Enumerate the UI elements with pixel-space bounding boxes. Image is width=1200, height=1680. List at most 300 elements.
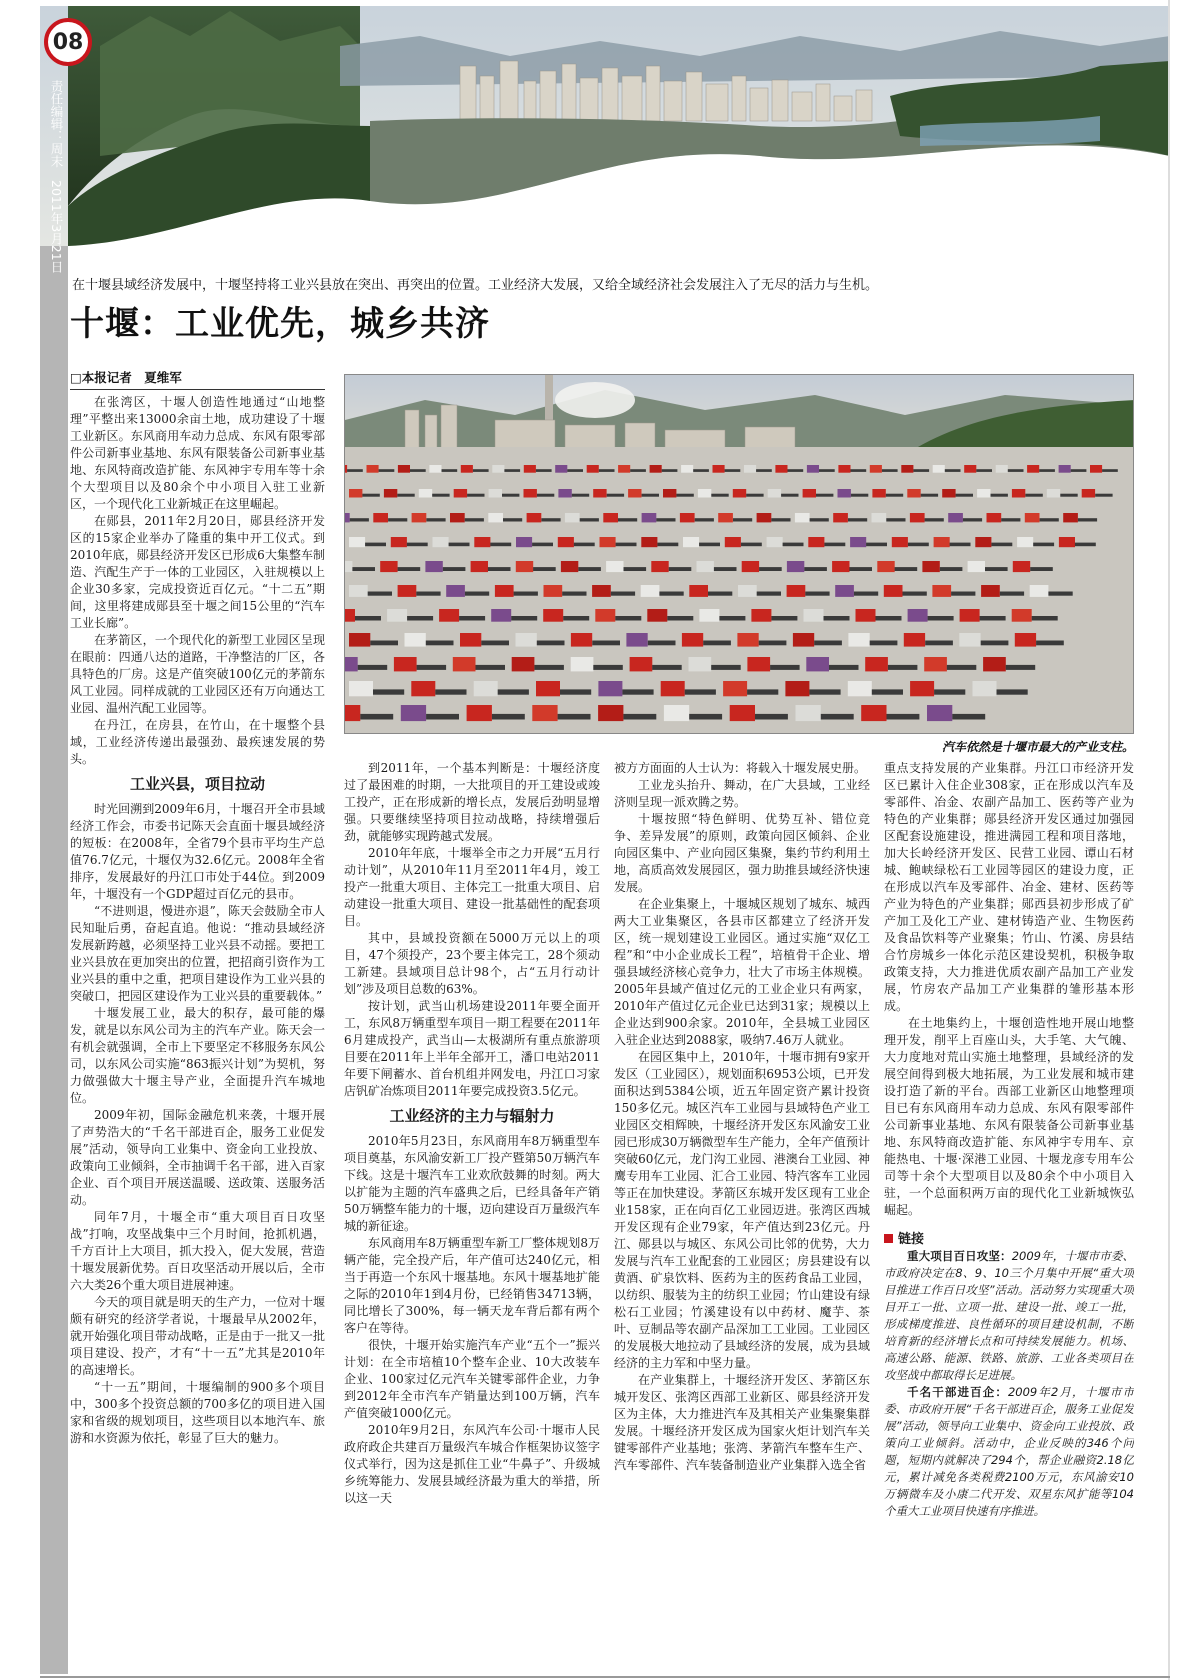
truck-cab xyxy=(641,585,660,597)
truck-cab xyxy=(1047,489,1060,498)
truck-chassis xyxy=(921,494,938,497)
truck-cab xyxy=(1012,489,1025,498)
truck-chassis xyxy=(659,592,683,596)
truck-chassis xyxy=(397,494,414,497)
paragraph: 十堰发展工业，最大的积存，最可能的爆发，就是以东风公司为主的汽车产业。陈天会一有机会就强调，全市上下要坚定不移服务东风公司，以东风公司实施“863振兴计划”为契机，努力做强做大十堰主导产业，全面提升汽车城地位。 xyxy=(70,1006,325,1105)
truck-cab xyxy=(349,633,370,647)
truck-cab xyxy=(345,705,360,721)
truck-cab xyxy=(751,609,771,622)
paragraph: 工业龙头抬升、舞动，在广大县域，工业经济则呈现一派欢腾之势。 xyxy=(614,778,870,809)
truck-chassis xyxy=(759,567,782,571)
link-item-cadres-enterprises xyxy=(884,1384,1134,1520)
truck-cab xyxy=(491,609,511,622)
truck-chassis xyxy=(615,616,641,621)
truck-chassis xyxy=(537,641,565,646)
truck-chassis xyxy=(1040,518,1059,521)
truck-cab xyxy=(768,489,781,498)
truck-cab xyxy=(757,513,772,522)
truck-chassis xyxy=(991,494,1008,497)
truck-chassis xyxy=(473,469,489,472)
truck-chassis xyxy=(426,518,445,521)
truck-chassis xyxy=(1075,543,1096,547)
truck-chassis xyxy=(560,689,591,694)
truck-chassis xyxy=(951,592,975,596)
truck-chassis xyxy=(985,567,1008,571)
truck-cab xyxy=(922,561,939,572)
truck-cab xyxy=(453,657,476,671)
truck-chassis xyxy=(956,494,973,497)
paragraph: 在丹江，在房县，在竹山，在十堰整个县域，工业经济传递出最强劲、最疾速发展的势头。 xyxy=(70,718,325,766)
truck-chassis xyxy=(703,641,731,646)
truck-cab xyxy=(877,561,894,572)
truck-cab xyxy=(524,489,537,498)
truck-cab xyxy=(467,705,492,721)
page-edge-right xyxy=(1168,0,1170,1680)
truck-cab xyxy=(908,609,928,622)
issue-date: 2011年3月21日 xyxy=(49,180,64,274)
truck-chassis xyxy=(887,714,920,720)
truck-cab xyxy=(516,537,532,547)
truck-chassis xyxy=(536,469,552,472)
lede-text: 在十堰县域经济发展中，十堰坚持将工业兴县放在突出、再突出的位置。工业经济大发展，又给全域经济社会发展注入了无尽的活力与生机。 xyxy=(72,278,879,293)
truck-cab xyxy=(419,489,432,498)
truck-chassis xyxy=(849,567,872,571)
truck-cab xyxy=(793,633,814,647)
truck-chassis xyxy=(492,714,525,720)
truck-chassis xyxy=(1008,469,1024,472)
truck-cab xyxy=(349,681,373,696)
truck-chassis xyxy=(648,641,676,646)
paragraph: 在郧县，2011年2月20日，郧县经济开发区的15家企业举办了隆重的集中开工仪式。到2010年底，郧县经济开发区已形成6大集整车制造、汽配生产于一体的工业园区，入驻规模以上企业30多家，完成投资近百亿元。“十二五”期间，这里将建成郧县至十堰之间15公里的“汽车工业长廊”。 xyxy=(70,514,325,630)
truck-chassis xyxy=(490,543,511,547)
truck-chassis xyxy=(866,543,887,547)
truck-chassis xyxy=(607,494,624,497)
truck-chassis xyxy=(976,469,992,472)
truck-chassis xyxy=(805,592,829,596)
truck-cab xyxy=(1090,465,1102,473)
truck-chassis xyxy=(980,616,1006,621)
truck-cab xyxy=(838,489,851,498)
truck-cab xyxy=(398,465,410,473)
truck-cab xyxy=(555,465,567,473)
reporter-byline: □本报记者 夏维军 xyxy=(70,368,325,390)
truck-cab xyxy=(349,489,362,498)
truck-chassis xyxy=(711,665,741,670)
truck-cab xyxy=(405,633,426,647)
truck-cab xyxy=(698,489,711,498)
truck-chassis xyxy=(417,665,447,670)
truck-chassis xyxy=(851,494,868,497)
truck-chassis xyxy=(708,592,732,596)
truck-chassis xyxy=(593,665,623,670)
truck-chassis xyxy=(532,543,553,547)
truck-cab xyxy=(730,705,755,721)
truck-cab xyxy=(848,681,872,696)
truck-chassis xyxy=(997,689,1028,694)
truck-chassis xyxy=(358,665,388,670)
truck-cab xyxy=(641,537,657,547)
truck-cab xyxy=(785,681,809,696)
truck-chassis xyxy=(511,616,537,621)
truck-cab xyxy=(681,465,693,473)
truck-cab xyxy=(865,657,888,671)
truck-chassis xyxy=(908,543,929,547)
truck-chassis xyxy=(950,543,971,547)
truck-chassis xyxy=(770,665,800,670)
truck-chassis xyxy=(981,641,1009,646)
truck-cab xyxy=(838,465,850,473)
truck-cab xyxy=(516,561,533,572)
truck-chassis xyxy=(952,714,985,720)
truck-cab xyxy=(932,585,951,597)
truck-cab xyxy=(996,465,1008,473)
truck-chassis xyxy=(599,469,615,472)
truck-cab xyxy=(933,465,945,473)
truck-cab xyxy=(835,585,854,597)
truck-chassis xyxy=(783,543,804,547)
truck-chassis xyxy=(574,543,595,547)
link-item-project-campaign xyxy=(884,1248,1134,1384)
truck-chassis xyxy=(435,689,466,694)
truck-cab xyxy=(495,585,514,597)
truck-cab xyxy=(948,513,963,522)
article-headline: 十堰：工业优先，城乡共济 xyxy=(70,304,490,344)
article-column-3 xyxy=(614,760,870,1664)
section-heading: 工业兴县，项目拉动 xyxy=(129,775,265,793)
truck-chassis xyxy=(781,494,798,497)
article-column-1 xyxy=(70,394,325,1664)
truck-cab xyxy=(394,657,417,671)
truck-cab xyxy=(960,609,980,622)
truck-chassis xyxy=(1006,665,1035,670)
truck-cab xyxy=(767,537,783,547)
truck-cab xyxy=(527,513,542,522)
truck-cab xyxy=(737,633,758,647)
truck-chassis xyxy=(759,641,787,646)
editor-date-line xyxy=(48,80,64,273)
paragraph: 东风商用车8万辆重型车新工厂整体规划8万辆产能，完全投产后，年产值可达240亿元，相当于再造一个东风十堰基地。东风十堰基地扩能之际的2010年1到4月份，已经销售34713辆，同比增长了300%，每一辆天龙车背后都有两个客户在等待。 xyxy=(344,1236,600,1335)
truck-chassis xyxy=(350,518,369,521)
truck-chassis xyxy=(733,518,752,521)
truck-cab xyxy=(775,465,787,473)
truck-cab xyxy=(1059,537,1075,547)
truck-cab xyxy=(345,657,358,671)
truck-cab xyxy=(642,513,657,522)
truck-cab xyxy=(628,489,641,498)
truck-chassis xyxy=(913,469,929,472)
truck-cab xyxy=(833,513,848,522)
truck-chassis xyxy=(426,714,459,720)
link-sidebar-title: 链接 xyxy=(884,1231,1134,1248)
truck-cab xyxy=(682,633,703,647)
truck-cab xyxy=(725,537,741,547)
truck-chassis xyxy=(1048,592,1072,596)
truck-chassis xyxy=(676,494,693,497)
truck-chassis xyxy=(940,567,963,571)
truck-cab xyxy=(934,537,950,547)
truck-cab xyxy=(630,657,653,671)
truck-cab xyxy=(872,513,887,522)
truck-cab xyxy=(1025,513,1040,522)
truck-cab xyxy=(536,681,560,696)
truck-cab xyxy=(803,489,816,498)
truck-cab xyxy=(492,465,504,473)
truck-cab xyxy=(543,609,563,622)
truck-cab xyxy=(650,465,662,473)
truck-cab xyxy=(968,561,985,572)
paragraph: 到2011年，一个基本判断是：十堰经济度过了最困难的时期，一大批项目的开工建设或竣工投产，正在形成新的增长点，发展后劲明显增强。只要继续坚持项目拉动战略，持续增强后劲，就能够实现跨越式发展。 xyxy=(344,761,600,843)
truck-cab xyxy=(1012,609,1032,622)
truck-chassis xyxy=(1001,518,1020,521)
truck-chassis xyxy=(925,641,953,646)
truck-cab xyxy=(744,465,756,473)
truck-cab xyxy=(593,489,606,498)
truck-cab xyxy=(787,561,804,572)
truck-chassis xyxy=(1033,543,1054,547)
truck-chassis xyxy=(814,641,842,646)
truck-cab xyxy=(598,681,622,696)
truck-chassis xyxy=(667,616,693,621)
truck-chassis xyxy=(578,567,601,571)
truck-cab xyxy=(532,705,557,721)
truck-chassis xyxy=(498,689,529,694)
truck-chassis xyxy=(1032,616,1058,621)
truck-chassis xyxy=(360,714,393,720)
truck-cab xyxy=(683,537,699,547)
truck-cab xyxy=(977,489,990,498)
truck-chassis xyxy=(443,567,466,571)
truck-chassis xyxy=(689,714,722,720)
truck-cab xyxy=(454,489,467,498)
truck-cab xyxy=(412,513,427,522)
truck-chassis xyxy=(656,518,675,521)
truck-cab xyxy=(942,489,955,498)
truck-cab xyxy=(910,681,934,696)
truck-chassis xyxy=(816,494,833,497)
paragraph: 在产业集群上，十堰经济开发区、茅箭区东城开发区、张湾区西部工业新区、郧县经济开发区为主体，大力推进汽车及其相关产业集聚集群发展。十堰经济开发区成为国家火炬计划汽车关键零部件产业基地；张湾、茅箭汽车整车生产、汽车零部件、汽车装备制造业产业集群入选全省 xyxy=(614,1373,870,1472)
truck-chassis xyxy=(809,689,840,694)
truck-chassis xyxy=(711,494,728,497)
truck-cab xyxy=(571,633,592,647)
truck-chassis xyxy=(502,494,519,497)
truck-chassis xyxy=(747,689,778,694)
truck-cab xyxy=(571,657,594,671)
page-number-badge: 08 xyxy=(44,18,92,66)
truck-cab xyxy=(1015,633,1036,647)
truck-cab xyxy=(733,489,746,498)
truck-chassis xyxy=(882,469,898,472)
paragraph: 很快，十堰开始实施汽车产业“五个一”振兴计划：在全市培植10个整车企业、10大改装车企业、100家过亿元汽车关键零部件企业，力争到2012年全市汽车产销量达到100万辆，汽车产值突破1000亿元。 xyxy=(344,1338,600,1420)
paragraph: 2010年9月2日，东风汽车公司·十堰市人民政府政企共建百万量级汽车城合作框架协议签字仪式举行，因为这是抓住工业“牛鼻子”、升级城乡统筹能力、发展县域经济最为重大的举措，所以这一天 xyxy=(344,1423,600,1505)
article-column-2 xyxy=(344,760,600,1664)
truck-chassis xyxy=(365,543,386,547)
truck-cab xyxy=(446,585,465,597)
truck-chassis xyxy=(355,616,381,621)
truck-cab xyxy=(401,705,426,721)
truck-cab xyxy=(488,513,503,522)
truck-cab xyxy=(796,705,821,721)
truck-chassis xyxy=(567,469,583,472)
truck-chassis xyxy=(886,518,905,521)
truck-cab xyxy=(516,633,537,647)
paragraph: 在茅箭区，一个现代化的新型工业园区呈现在眼前：四通八达的道路，干净整洁的厂区，各具特色的厂房。这是产值突破100亿元的茅箭东风工业园。同样成就的工业园区还有万向通达工业园、温州汽配工业园等。 xyxy=(70,633,325,715)
truck-cab xyxy=(558,489,571,498)
truck-chassis xyxy=(788,469,804,472)
truck-cab xyxy=(345,465,347,473)
truck-cab xyxy=(1013,561,1030,572)
paragraph: 其中，县域投资额在5000万元以上的项目，47个须投产，23个要主体完工，28个须动工新建。县域项目总计98个，占“五月行动计划”涉及项目总数的63%。 xyxy=(344,931,600,996)
truck-cab xyxy=(904,633,925,647)
truck-chassis xyxy=(756,469,772,472)
truck-cab xyxy=(983,657,1006,671)
truck-chassis xyxy=(1071,469,1087,472)
truck-chassis xyxy=(947,665,977,670)
paragraph: “不进则退，慢进亦退”，陈天会鼓励全市人民知耻后勇，奋起直追。他说：“推动县域经济发展新跨越，必须坚持工业兴县不动摇。要把工业兴县放在更加突出的位置，把招商引资作为工业兴县的重中之重，把项目建设作为工业兴县的突破口，把园区建设作为工业兴县的重要载体。” xyxy=(70,904,325,1003)
truck-cab xyxy=(808,537,824,547)
truck-cab xyxy=(1082,489,1095,498)
truck-cab xyxy=(981,585,1000,597)
truck-cab xyxy=(924,657,947,671)
truck-chassis xyxy=(426,641,454,646)
truck-chassis xyxy=(432,494,449,497)
truck-chassis xyxy=(398,567,421,571)
truck-cab xyxy=(460,633,481,647)
truck-chassis xyxy=(895,567,918,571)
truck-chassis xyxy=(1030,567,1053,571)
truck-cab xyxy=(1059,465,1071,473)
truck-cab xyxy=(807,465,819,473)
truck-chassis xyxy=(347,469,363,472)
link-item-title: 千名干部进百企： xyxy=(907,1385,1008,1399)
city-panorama-banner xyxy=(40,6,1170,246)
truck-cab xyxy=(471,561,488,572)
paragraph: 在园区集中上，2010年，十堰市拥有9家开发区（工业园区），规划面积6953公顷，已开发面积达到5384公顷，近五年固定资产累计投资150多亿元。城区汽车工业园与县域特色产业工业园区交相辉映，十堰经济开发区东风渝安工业园已形成30万辆微型车生产能力，全年产值预计突破60亿元，龙门沟工业园、港澳台工业园、神鹰专用车工业园、汇合工业园、特汽客车工业园等正在加快建设。茅箭区东城开发区现有工业企业158家，正在向百亿工业园迈进。张湾区西城开发区现有企业79家，年产值达到23亿元。丹江、郧县以与城区、东风公司比邻的优势，大力发展与汽车工业配套的工业园区；房县建设有以黄酒、矿泉饮料、医药为主的医药食品工业园，以纺织、服装为主的纺织工业园；竹山建设有绿松石工业园；竹溪建设有以中药材、魔芋、茶叶、豆制品等农副产品深加工工业园。工业园区的发展极大地拉动了县域经济的发展，成为县域经济的主力军和中坚力量。 xyxy=(614,1050,870,1370)
truck-chassis xyxy=(1025,494,1042,497)
truck-chassis xyxy=(685,689,716,694)
truck-cab xyxy=(598,705,623,721)
truck-chassis xyxy=(872,689,903,694)
paragraph: 在土地集约上，十堰创造性地开展山地整理开发，削平上百座山头，大手笔、大气魄、大力度地对荒山实施土地整理，县域经济的发展空间得到极大地拓展，为工业发展和城市建设打造了新的平台。西部工业新区山地整理项目已有东风商用车动力总成、东风有限零部件公司新事业基地、东风有限装备公司新事业基地、东风特商改造扩能、东风神宇专用车、京能热电、十堰·深港工业园、十堰龙彦专用车公司等十余个大型项目以及80余个中小项目入驻，一个总面积两万亩的现代化工业新城恢弘崛起。 xyxy=(884,1016,1134,1217)
truck-cab xyxy=(349,585,368,597)
truck-chassis xyxy=(465,518,484,521)
truck-chassis xyxy=(407,616,433,621)
truck-cab xyxy=(461,465,473,473)
truck-chassis xyxy=(824,616,850,621)
truck-chassis xyxy=(368,592,392,596)
truck-chassis xyxy=(503,518,522,521)
truck-cab xyxy=(524,465,536,473)
truck-chassis xyxy=(616,543,637,547)
truck-chassis xyxy=(757,592,781,596)
truck-cab xyxy=(1063,513,1078,522)
truck-cab xyxy=(489,489,502,498)
truck-chassis xyxy=(963,518,982,521)
truck-chassis xyxy=(442,469,458,472)
truck-chassis xyxy=(459,616,485,621)
truck-cab xyxy=(664,705,689,721)
truck-chassis xyxy=(1078,518,1097,521)
truck-cab xyxy=(1027,465,1039,473)
truck-chassis xyxy=(1036,641,1064,646)
truck-cab xyxy=(804,609,824,622)
truck-chassis xyxy=(662,469,678,472)
truck-cab xyxy=(450,513,465,522)
truck-chassis xyxy=(537,494,554,497)
link-item-body: 2009年2月，十堰市市委、市政府开展“千名干部进百企，服务工业促发展”活动，领导向工业集中、资金向工业投放、政策向工业倾斜。活动中，企业反映的346个问题，短期内就解决了294个，帮企业融资2.18亿元，累计减免各类税费2100万元，东风渝安10万辆微车及小康二代开发、双星东风扩能等104个重大工业项目快速有序推进。 xyxy=(884,1385,1134,1518)
truck-chassis xyxy=(719,616,745,621)
truck-cab xyxy=(787,585,806,597)
truck-cab xyxy=(680,513,695,522)
truck-chassis xyxy=(373,689,404,694)
truck-cab xyxy=(742,561,759,572)
truck-cab xyxy=(474,537,490,547)
truck-chassis xyxy=(592,641,620,646)
truck-chassis xyxy=(572,494,589,497)
truck-cab xyxy=(429,465,441,473)
truck-cab xyxy=(439,609,459,622)
truck-chassis xyxy=(934,689,965,694)
truck-cab xyxy=(661,681,685,696)
truck-cab xyxy=(663,489,676,498)
truck-chassis xyxy=(618,518,637,521)
truck-cab xyxy=(349,537,365,547)
truck-chassis xyxy=(370,641,398,646)
truck-chassis xyxy=(925,518,944,521)
truck-chassis xyxy=(379,469,395,472)
truck-chassis xyxy=(558,714,591,720)
truck-chassis xyxy=(886,494,903,497)
paragraph: 十堰按照“特色鲜明、优势互补、错位竞争、差异发展”的原则，政策向园区倾斜、企业向园区集中、产业向园区集聚，集约节约利用土地，高质高效发展园区，强力助推县域经济快速发展。 xyxy=(614,812,870,894)
truck-chassis xyxy=(870,641,898,646)
truck-chassis xyxy=(642,494,659,497)
link-item-title: 重大项目百日攻坚： xyxy=(907,1249,1012,1263)
truck-cab xyxy=(391,537,407,547)
truck-cab xyxy=(345,609,355,622)
truck-chassis xyxy=(824,543,845,547)
truck-chassis xyxy=(623,714,656,720)
truck-chassis xyxy=(467,494,484,497)
truck-chassis xyxy=(534,665,564,670)
truck-cab xyxy=(697,561,714,572)
paragraph: 同年7月，十堰全市“重大项目百日攻坚战”打响，攻坚战集中三个月时间，抢抓机遇，千方百计上大项目，抓大投入，促大发展，营造十堰发展新优势。百日攻坚活动开展以后，全市六大类26个重大项目进展神速。 xyxy=(70,1210,325,1292)
truck-chassis xyxy=(630,469,646,472)
truck-cab xyxy=(1017,537,1033,547)
truck-cab xyxy=(927,705,952,721)
truck-chassis xyxy=(714,567,737,571)
truck-chassis xyxy=(504,469,520,472)
truck-chassis xyxy=(1039,469,1055,472)
truck-chassis xyxy=(854,592,878,596)
truck-chassis xyxy=(851,469,867,472)
truck-chassis xyxy=(416,592,440,596)
truck-cab xyxy=(647,609,667,622)
truck-cab xyxy=(587,465,599,473)
truck-chassis xyxy=(876,616,902,621)
truck-cab xyxy=(910,513,925,522)
truck-cab xyxy=(626,633,647,647)
truck-cab xyxy=(795,513,810,522)
link-item-body: 2009年，十堰市市委、市政府决定在8、9、10三个月集中开展“重大项目推进工作百日攻坚”活动。活动努力实现重大项目开工一批、立项一批、建设一批、竣工一批，形成梯度推进、良性循环的项目建设机制，不断培育新的经济增长点和可持续发展能力。机场、高速公路、能源、铁路、旅游、工业各类项目在攻坚战中都取得长足进展。 xyxy=(884,1249,1134,1382)
truck-cab xyxy=(723,681,747,696)
truck-cab xyxy=(747,657,770,671)
truck-cab xyxy=(373,513,388,522)
truck-chassis xyxy=(695,518,714,521)
truck-chassis xyxy=(699,543,720,547)
truck-cab xyxy=(848,633,869,647)
page-edge-bottom xyxy=(40,1676,1170,1678)
truck-chassis xyxy=(888,665,918,670)
truck-chassis xyxy=(481,641,509,646)
